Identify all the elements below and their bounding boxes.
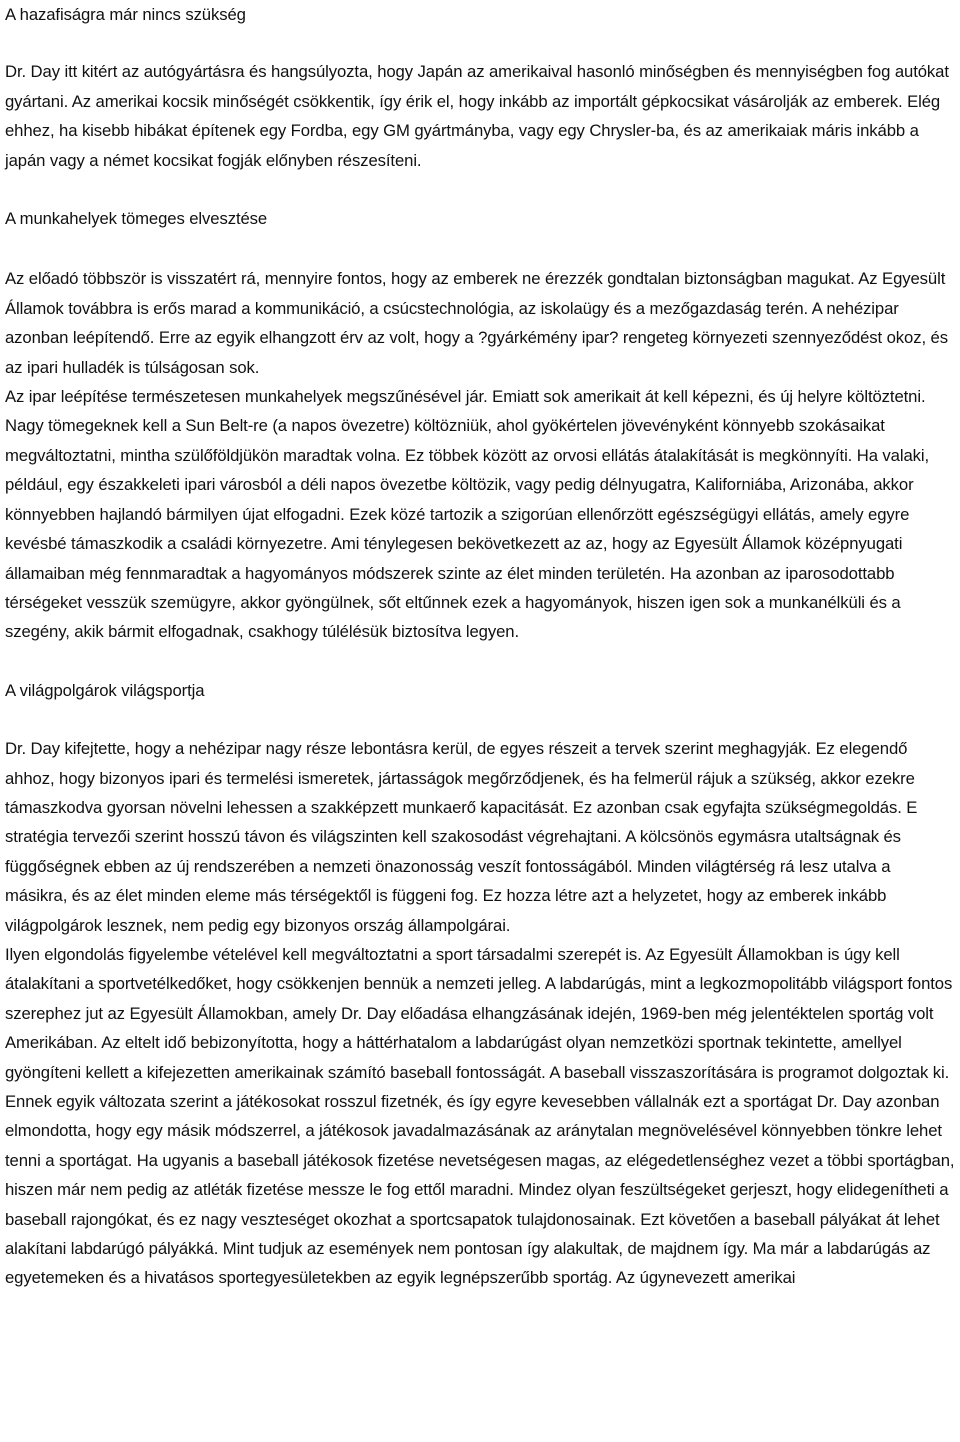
document-page [5,0,955,1293]
section-world-sport [5,676,955,1293]
section-heading: A munkahelyek tömeges elvesztése [5,209,268,229]
paragraph: Az ipar leépítése természetesen munkahelyek megszűnésével jár. Emiatt sok amerikait át kell képezni, és új helyre költöztetni. Nagy tömegeknek kell a Sun Belt-re (a napos övezetre) költözniük, ahol gyökértelen jövevényként könnyebb szokásaikat megváltoztatni, mintha szülőföldjükön maradtak volna. Ez többek között az orvosi ellátás átalakítását is megkönnyíti. Ha valaki, például, egy északkeleti ipari városból a déli napos övezetbe költözik, vagy pedig délnyugatra, Kaliforniába, Arizonába, akkor könnyebben hajlandó bármilyen újat elfogadni. Ezek közé tartozik a szigorúan ellenőrzött egészségügyi ellátás, amely egyre kevésbé támaszkodik a családi környezetre. Ami ténylegesen bekövetkezett az az, hogy az Egyesült Államok középnyugati államaiban még fennmaradtak a hagyományos módszerek szinte az élet minden területén. Ha azonban az iparosodottabb térségeket vesszük szemügyre, akkor gyöngülnek, sőt eltűnnek ezek a hagyományok, hiszen igen sok a munkanélküli és a szegény, akik bármit elfogadnak, csakhogy túlélésük biztosítva legyen. [5,387,930,642]
paragraph: Az előadó többször is visszatért rá, mennyire fontos, hogy az emberek ne érezzék gondtalan biztonságban magukat. Az Egyesült Államok továbbra is erős marad a kommunikáció, a csúcstechnológia, az iskolaügy és a mezőgazdaság terén. A nehézipar azonban leépítendő. Erre az egyik elhangzott érv az volt, hogy a ?gyárkémény ipar? rengeteg környezeti szennyeződést okoz, és az ipari hulladék is túlságosan sok. [5,269,948,377]
paragraph: Dr. Day itt kitért az autógyártásra és hangsúlyozta, hogy Japán az amerikaival hasonló minőségben és mennyiségben fog autókat gyártani. Az amerikai kocsik minőségét csökkentik, így érik el, hogy inkább az importált gépkocsikat vásárolják az emberek. Elég ehhez, ha kisebb hibákat építenek egy Fordba, egy GM gyártmányba, vagy egy Chrysler-ba, és az amerikaiak máris inkább a japán vagy a német kocsikat fogják előnyben részesíteni. [5,62,949,170]
section-patriotism [5,0,955,175]
paragraph: Dr. Day kifejtette, hogy a nehézipar nagy része lebontásra kerül, de egyes részeit a tervek szerint meghagyják. Ez elegendő ahhoz, hogy bizonyos ipari és termelési ismeretek, jártasságok megőrződjenek, és ha felmerül rájuk a szükség, akkor ezekre támaszkodva gyorsan növelni lehessen a szakképzett munkaerő kapacitását. Ez azonban csak egyfajta szükségmegoldás. E stratégia tervezői szerint hosszú távon és világszinten kell szakosodást végrehajtani. A kölcsönös egymásra utaltságnak és függőségnek ebben az új rendszerében a nemzeti önazonosság veszít fontosságából. Minden világtérség rá lesz utalva a másikra, és az élet minden eleme más térségektől is függeni fog. Ez hozza létre azt a helyzetet, hogy az emberek inkább világpolgárok lesznek, nem pedig egy bizonyos ország állampolgárai. [5,739,918,935]
section-heading: A világpolgárok világsportja [5,680,205,700]
paragraph: Ilyen elgondolás figyelembe vételével kell megváltoztatni a sport társadalmi szerepét is. Az Egyesült Államokban is úgy kell átalakítani a sportvetélkedőket, hogy csökkenjen bennük a nemzeti jelleg. A labdarúgás, mint a legkozmopolitább világsport fontos szerephez jut az Egyesült Államokban, amely Dr. Day előadása elhangzásának idején, 1969-ben még jelentéktelen sportág volt Amerikában. Az eltelt idő bebizonyította, hogy a háttérhatalom a labdarúgást olyan nemzetközi sportnak tekintette, amellyel gyöngíteni kellett a kifejezetten amerikainak számító baseball fontosságát. A baseball visszaszorítására is programot dolgoztak ki. Ennek egyik változata szerint a játékosokat rosszul fizetnék, és így egyre kevesebben vállalnák ezt a sportágat Dr. Day azonban elmondotta, hogy egy másik módszerrel, a játékosok javadalmazásának az aránytalan megnövelésével könnyebben tönkre lehet tenni a sportágat. Ha ugyanis a baseball játékosok fizetése nevetségesen magas, az elégedetlenséghez vezet a többi sportágban, hiszen már nem pedig az atléták fizetése messze le fog ettől maradni. Mindez olyan feszültségeket gerjeszt, hogy elidegenítheti a baseball rajongókat, és ez nagy veszteséget okozhat a sportcsapatok tulajdonosainak. Ezt követően a baseball pályákat át lehet alakítani labdarúgó pályákká. Mint tudjuk az események nem pontosan így alakultak, de majdnem így. Ma már a labdarúgás az egyetemeken és a hivatásos sportegyesületekben az egyik legnépszerűbb sportág. Az úgynevezett amerikai [5,944,955,1288]
section-job-loss [5,204,955,647]
section-heading: A hazafiságra már nincs szükség [5,5,246,24]
